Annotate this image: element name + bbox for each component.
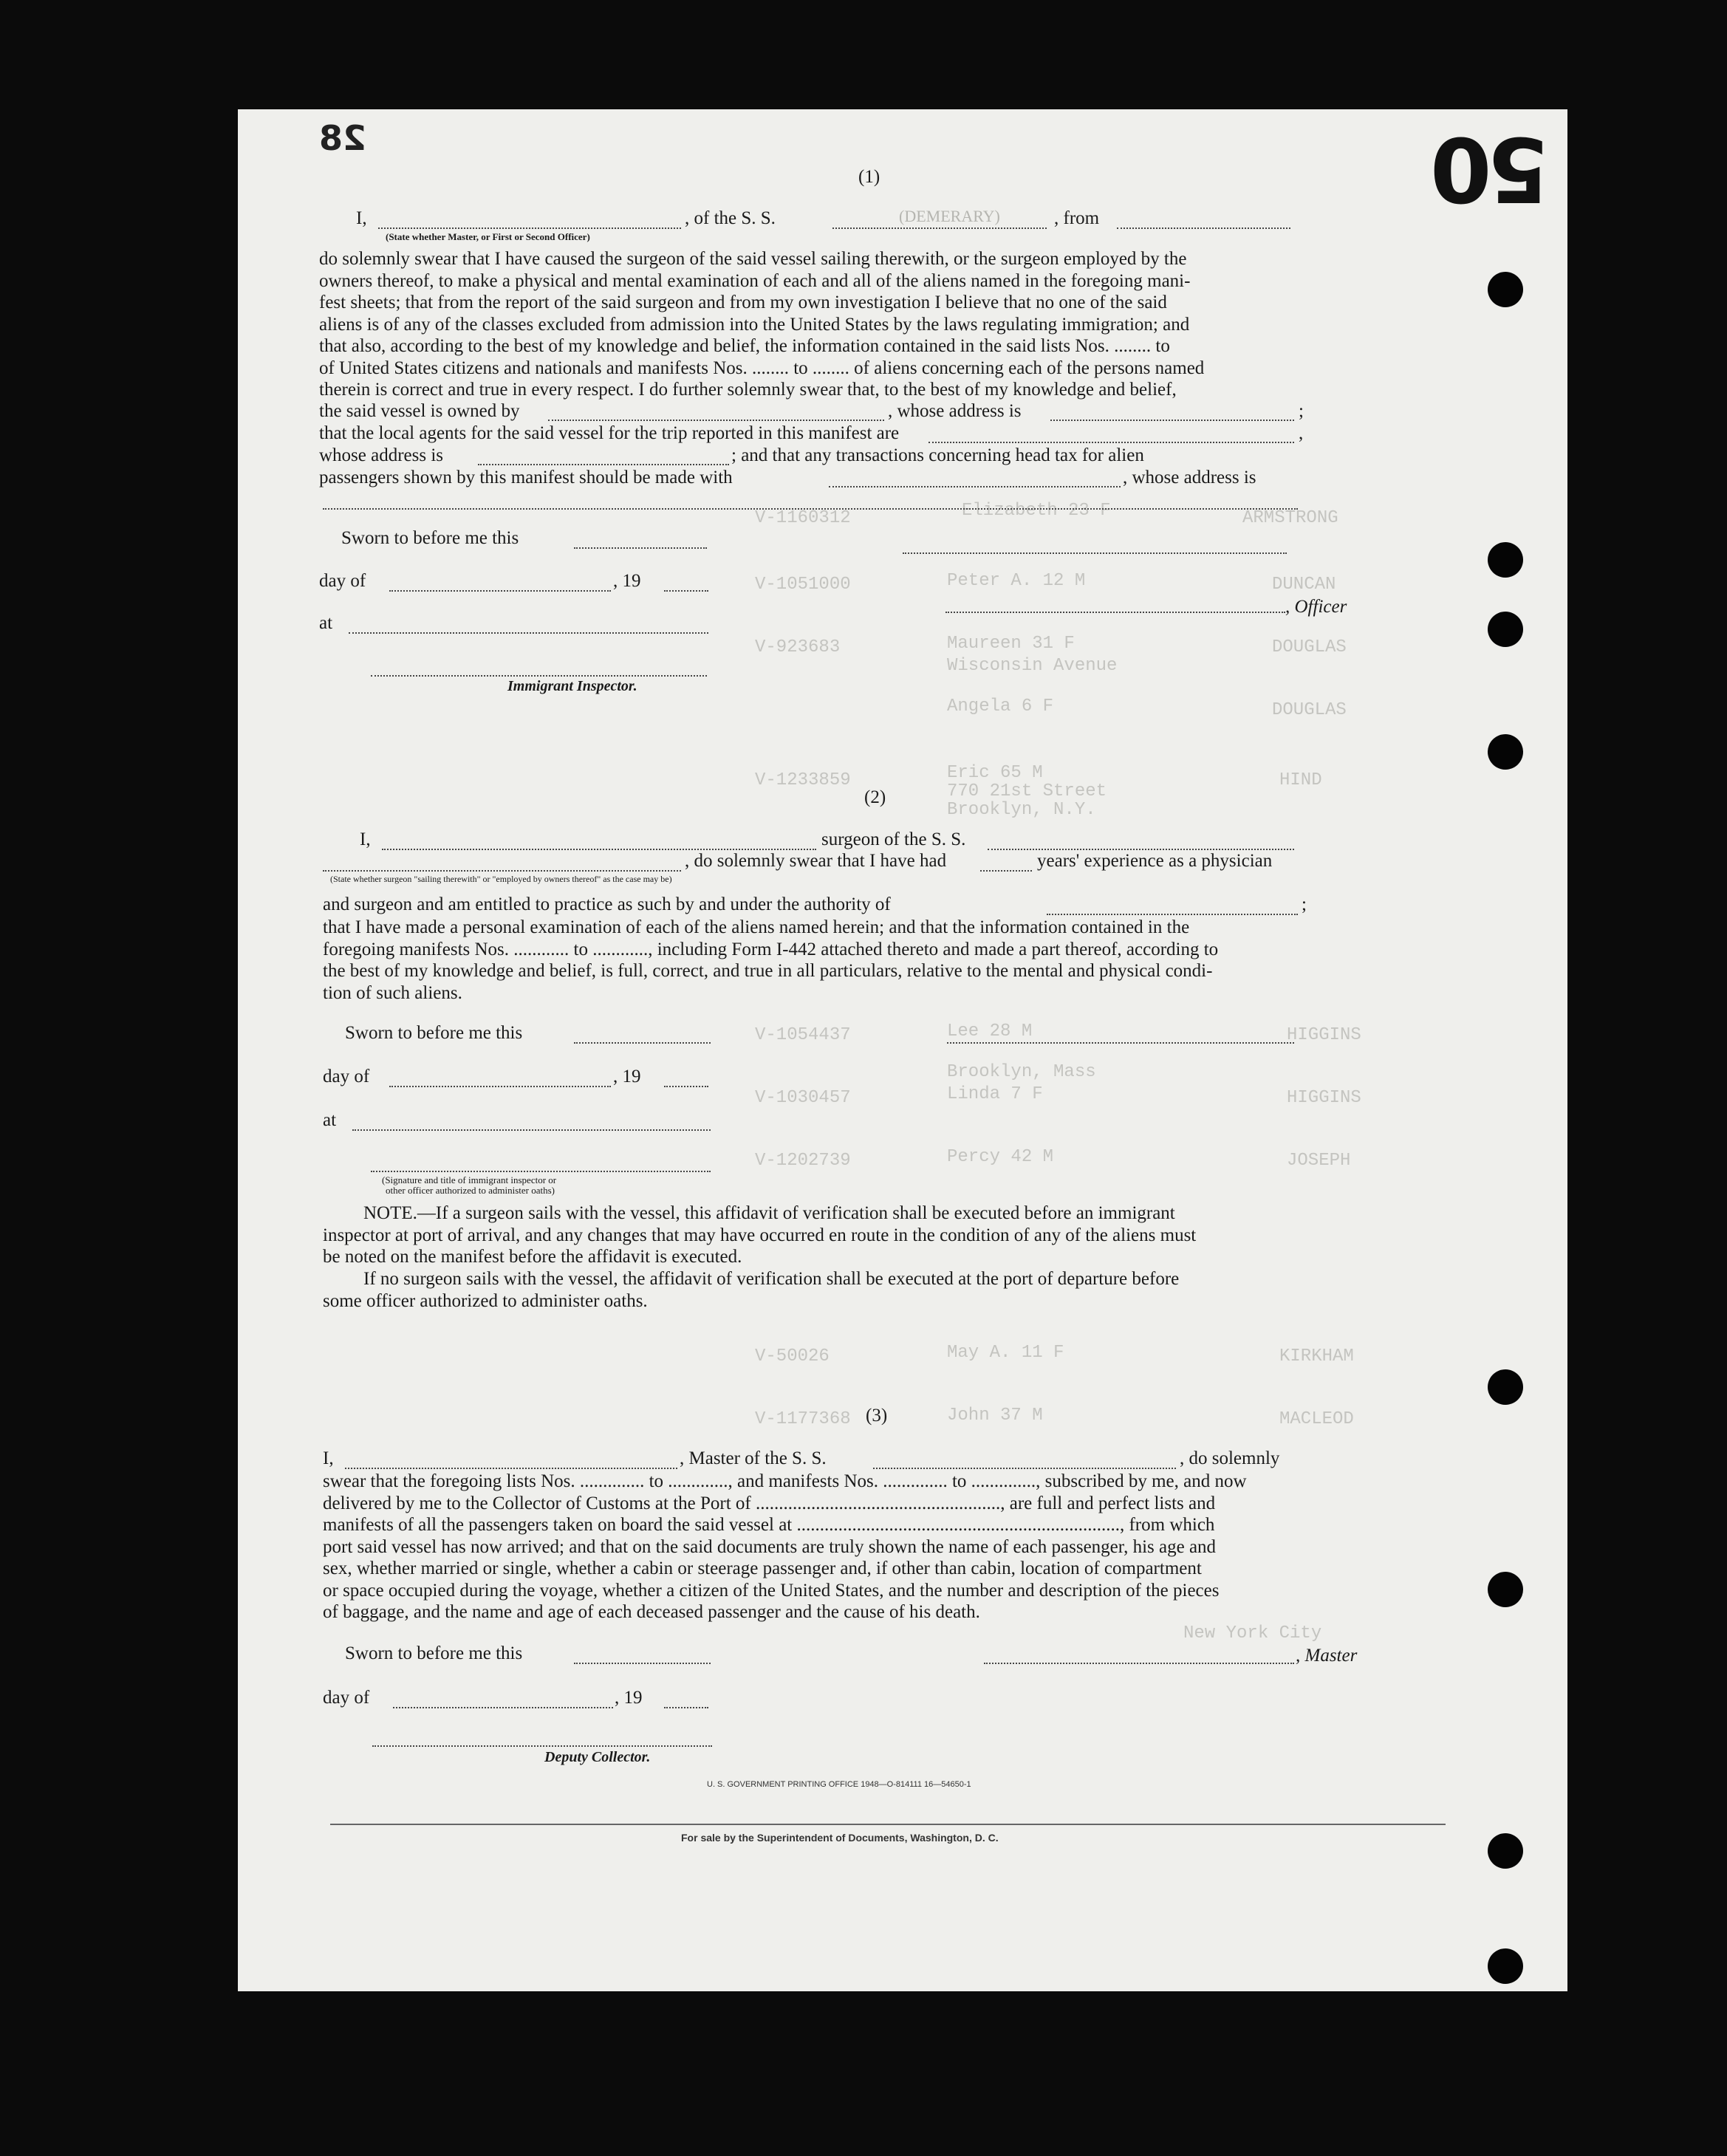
bleed-line: V-1030457 <box>755 1088 851 1108</box>
bleed-line: Angela 6 F <box>947 697 1054 716</box>
bleed-line: Peter A. 12 M <box>947 571 1086 591</box>
s2-inspector-signature-field[interactable] <box>371 1171 711 1172</box>
bleed-line: Wisconsin Avenue <box>947 656 1118 676</box>
s1-head-tax-label: ; and that any transactions concerning head tax for alien <box>731 445 1144 465</box>
s3-line: or space occupied during the voyage, whether a citizen of the United States, and the number and description of the pieces <box>323 1580 1220 1601</box>
s1-ship-name-field[interactable] <box>832 227 1047 229</box>
bleed-line: HIND <box>1279 770 1322 790</box>
bleed-line: JOSEPH <box>1287 1151 1351 1171</box>
s2-sworn-field[interactable] <box>574 1042 711 1044</box>
s1-line: do solemnly swear that I have caused the surgeon of the said vessel sailing therewith, or the surgeon employed by the <box>319 249 1187 269</box>
s1-line: fest sheets; that from the report of the said surgeon and from my own investigation I believe that no one of the said <box>319 292 1167 312</box>
bleed-line: Lee 28 M <box>947 1021 1033 1041</box>
s2-note2-line: some officer authorized to administer oaths. <box>323 1290 648 1311</box>
s2-years-field[interactable] <box>980 870 1032 872</box>
s2-line: foregoing manifests Nos. ............ to ............, including Form I-442 attached thereto and made a part thereof, according to <box>323 939 1219 959</box>
s3-line: port said vessel has now arrived; and that on the said documents are truly shown the name of each passenger, his age and <box>323 1536 1217 1557</box>
manifest-verification-page <box>238 109 1567 1991</box>
punch-hole <box>1488 1948 1523 1984</box>
s3-master-of-label: , Master of the S. S. <box>680 1448 827 1468</box>
s1-owned-by-label: the said vessel is owned by <box>319 401 520 421</box>
s1-inspector-label: Immigrant Inspector. <box>507 678 637 694</box>
s2-ship-field[interactable] <box>988 849 1294 850</box>
bleed-line: Brooklyn, Mass <box>947 1062 1096 1082</box>
s2-at-label: at <box>323 1110 337 1130</box>
s1-whose-address-label-3: , whose address is <box>1123 468 1256 487</box>
bleed-line: Maureen 31 F <box>947 634 1075 654</box>
s3-sworn-label: Sworn to before me this <box>345 1643 523 1663</box>
s1-officer-label: , Officer <box>1285 597 1347 617</box>
bleed-line: Elizabeth 23 F <box>962 501 1111 521</box>
s1-from-label: , from <box>1054 208 1100 228</box>
for-sale-notice: For sale by the Superintendent of Documents, Washington, D. C. <box>681 1832 999 1844</box>
bleed-line: 770 21st Street <box>947 781 1107 801</box>
punch-hole <box>1488 1369 1523 1405</box>
bleed-line: V-1177368 <box>755 1409 851 1429</box>
s3-year-field[interactable] <box>664 1707 708 1708</box>
s1-local-agents-field[interactable] <box>929 442 1294 443</box>
s3-ship-field[interactable] <box>873 1468 1176 1469</box>
punch-hole <box>1488 542 1523 578</box>
footer-rule <box>330 1824 1446 1825</box>
s2-years-label: years' experience as a physician <box>1037 851 1273 871</box>
s1-head-tax-address-field[interactable] <box>323 508 1298 510</box>
bleed-line: V-50026 <box>755 1346 830 1366</box>
gpo-imprint: U. S. GOVERNMENT PRINTING OFFICE 1948—O-814111 16—54650-1 <box>707 1780 971 1789</box>
s1-officer-signature-field[interactable] <box>903 552 1287 554</box>
s3-collector-signature-field[interactable] <box>372 1745 712 1747</box>
s1-head-tax-party-field[interactable] <box>829 486 1121 487</box>
s1-from-port-field[interactable] <box>1117 227 1290 229</box>
s2-sworn-label: Sworn to before me this <box>345 1023 523 1043</box>
bleed-line: DOUGLAS <box>1272 637 1347 657</box>
bleed-line: Percy 42 M <box>947 1147 1054 1167</box>
s1-day-field[interactable] <box>389 590 611 592</box>
punch-hole <box>1488 272 1523 307</box>
s1-line: owners thereof, to make a physical and mental examination of each and all of the aliens named in the foregoing mani- <box>319 270 1191 291</box>
bleed-line: MACLEOD <box>1279 1409 1354 1429</box>
s1-line: therein is correct and true in every respect. I do further solemnly swear that, to the best of my knowledge and belief, <box>319 380 1177 400</box>
s3-master-name-field[interactable] <box>345 1468 677 1469</box>
s2-surgeon-name-field[interactable] <box>382 849 816 850</box>
s1-owner-address-label: , whose address is <box>888 401 1022 421</box>
s2-note-line: be noted on the manifest before the affidavit is executed. <box>323 1247 742 1267</box>
bleed-line: ARMSTRONG <box>1242 508 1338 528</box>
s1-at-field[interactable] <box>349 632 708 634</box>
s2-note-line: NOTE.—If a surgeon sails with the vessel, this affidavit of verification shall be executed before an immigrant <box>363 1203 1175 1223</box>
s2-note-paragraph <box>323 1202 1327 1268</box>
section-1-number: (1) <box>858 167 880 187</box>
bleed-line: V-1054437 <box>755 1025 851 1045</box>
s2-surgeon-caption: (State whether surgeon "sailing therewith" or "employed by owners thereof" as the case may be) <box>330 874 672 884</box>
s2-note2-line: If no surgeon sails with the vessel, the affidavit of verification shall be executed at the port of departure before <box>363 1269 1180 1289</box>
s2-semicolon: ; <box>1302 894 1307 914</box>
s3-day-of-label: day of <box>323 1688 370 1708</box>
s3-line: sex, whether married or single, whether a cabin or steerage passenger and, if other than cabin, location of compartment <box>323 1558 1202 1578</box>
s1-passengers-label: passengers shown by this manifest should be made with <box>319 468 733 487</box>
s1-at-label: at <box>319 613 333 633</box>
s1-sworn-label: Sworn to before me this <box>341 528 519 548</box>
bleed-line: Eric 65 M <box>947 763 1043 783</box>
bleed-line: V-1233859 <box>755 770 851 790</box>
bleed-line: John 37 M <box>947 1406 1043 1426</box>
s2-surgeon-of-label: surgeon of the S. S. <box>821 829 966 849</box>
bleed-line: HIGGINS <box>1287 1088 1361 1108</box>
s2-day-field[interactable] <box>389 1086 611 1087</box>
bleed-line: May A. 11 F <box>947 1343 1064 1363</box>
s2-oath-paragraph <box>323 917 1327 1004</box>
s2-note2-paragraph <box>323 1268 1327 1312</box>
s3-master-label: , Master <box>1296 1646 1358 1666</box>
s2-sig-caption-1: (Signature and title of immigrant inspector or <box>382 1174 557 1185</box>
s1-officer-caption: (State whether Master, or First or Second Officer) <box>386 231 590 242</box>
s1-owner-address-field[interactable] <box>1050 420 1294 421</box>
punch-hole <box>1488 612 1523 647</box>
s2-line: tion of such aliens. <box>323 982 462 1003</box>
s1-line: that also, according to the best of my knowledge and belief, the information contained in the said lists Nos. ........ to <box>319 336 1170 356</box>
s1-ship-name-faint: (DEMERARY) <box>899 207 1000 225</box>
bleed-line: HIGGINS <box>1287 1025 1361 1045</box>
s2-at-field[interactable] <box>352 1129 711 1131</box>
s1-officer-name-field[interactable] <box>378 227 681 229</box>
s3-oath-paragraph <box>323 1471 1331 1623</box>
s2-year-label: , 19 <box>613 1067 641 1086</box>
s3-i-label: I, <box>323 1448 334 1468</box>
bleed-line: DOUGLAS <box>1272 700 1347 720</box>
s1-comma: , <box>1299 423 1304 443</box>
section-3-number: (3) <box>866 1406 888 1426</box>
s1-year-field[interactable] <box>664 590 708 592</box>
s3-day-field[interactable] <box>393 1707 613 1708</box>
s1-inspector-signature-field[interactable] <box>371 675 707 677</box>
s2-note-line: inspector at port of arrival, and any changes that may have occurred en route in the condition of any of the aliens must <box>323 1225 1197 1245</box>
s3-line: manifests of all the passengers taken on board the said vessel at ......................................................................, from which <box>323 1515 1215 1535</box>
s1-semicolon: ; <box>1299 401 1304 421</box>
s2-sig-caption-2: other officer authorized to administer oaths) <box>386 1185 555 1196</box>
s3-year-label: , 19 <box>615 1688 643 1708</box>
s1-day-of-label: day of <box>319 571 366 591</box>
s2-year-field[interactable] <box>664 1086 708 1087</box>
s2-solemnly-label: , do solemnly swear that I have had <box>685 851 947 871</box>
page-number-stamp: 50 <box>1434 117 1549 219</box>
s1-owner-field[interactable] <box>548 420 884 421</box>
bleed-line: KIRKHAM <box>1279 1346 1354 1366</box>
punch-hole <box>1488 1833 1523 1869</box>
s2-authority-field[interactable] <box>1047 914 1298 915</box>
s1-sworn-field[interactable] <box>574 547 707 549</box>
s1-local-agents-label: that the local agents for the said vessel for the trip reported in this manifest are <box>319 423 900 443</box>
punch-hole <box>1488 1572 1523 1607</box>
s2-day-of-label: day of <box>323 1067 370 1086</box>
s1-year-label: , 19 <box>613 571 641 591</box>
bleed-line: New York City <box>1183 1623 1322 1643</box>
s2-authority-label: and surgeon and am entitled to practice as such by and under the authority of <box>323 894 891 914</box>
s3-sworn-field[interactable] <box>574 1663 711 1664</box>
s3-do-solemnly-label: , do solemnly <box>1180 1448 1280 1468</box>
s3-line: delivered by me to the Collector of Customs at the Port of ....................................................., are full and perfect lists and <box>323 1493 1216 1513</box>
s2-line: that I have made a personal examination of each of the aliens named herein; and that the information contained in the <box>323 917 1190 937</box>
s3-collector-label: Deputy Collector. <box>544 1749 651 1765</box>
s3-line: swear that the foregoing lists Nos. .............. to ............., and manifests Nos. .............. to .............., subscribed by me, and now <box>323 1471 1247 1491</box>
bleed-line: V-1202739 <box>755 1151 851 1171</box>
s1-of-ss-label: , of the S. S. <box>685 208 776 228</box>
bleed-line: V-1051000 <box>755 575 851 595</box>
s1-agent-address-field[interactable] <box>478 464 729 465</box>
s1-agent-address-label: whose address is <box>319 445 444 465</box>
s1-line: of United States citizens and nationals and manifests Nos. ........ to ........ of aliens concerning each of the persons named <box>319 357 1205 378</box>
s2-i-label: I, <box>360 829 371 849</box>
s2-surgeon-signature-field[interactable] <box>947 1042 1294 1044</box>
s1-oath-paragraph <box>319 248 1324 401</box>
s3-line: of baggage, and the name and age of each deceased passenger and the cause of his death. <box>323 1602 980 1622</box>
top-left-number: 28 <box>319 118 367 158</box>
s1-line: aliens is of any of the classes excluded from admission into the United States by the laws regulating immigration; and <box>319 314 1190 335</box>
punch-hole <box>1488 734 1523 770</box>
bleed-line: Linda 7 F <box>947 1084 1043 1104</box>
s1-i-label: I, <box>356 208 367 228</box>
s1-officer-line[interactable] <box>945 612 1285 613</box>
bleed-line: V-1160312 <box>755 508 851 528</box>
bleed-line: V-923683 <box>755 637 841 657</box>
s2-line: the best of my knowledge and belief, is full, correct, and true in all particulars, relative to the mental and physical condi- <box>323 961 1213 981</box>
bleed-line: Brooklyn, N.Y. <box>947 800 1096 820</box>
s2-surgeon-type-field[interactable] <box>323 870 681 872</box>
s3-master-signature-field[interactable] <box>984 1663 1294 1664</box>
bleed-line: DUNCAN <box>1272 575 1336 595</box>
section-2-number: (2) <box>864 787 886 807</box>
